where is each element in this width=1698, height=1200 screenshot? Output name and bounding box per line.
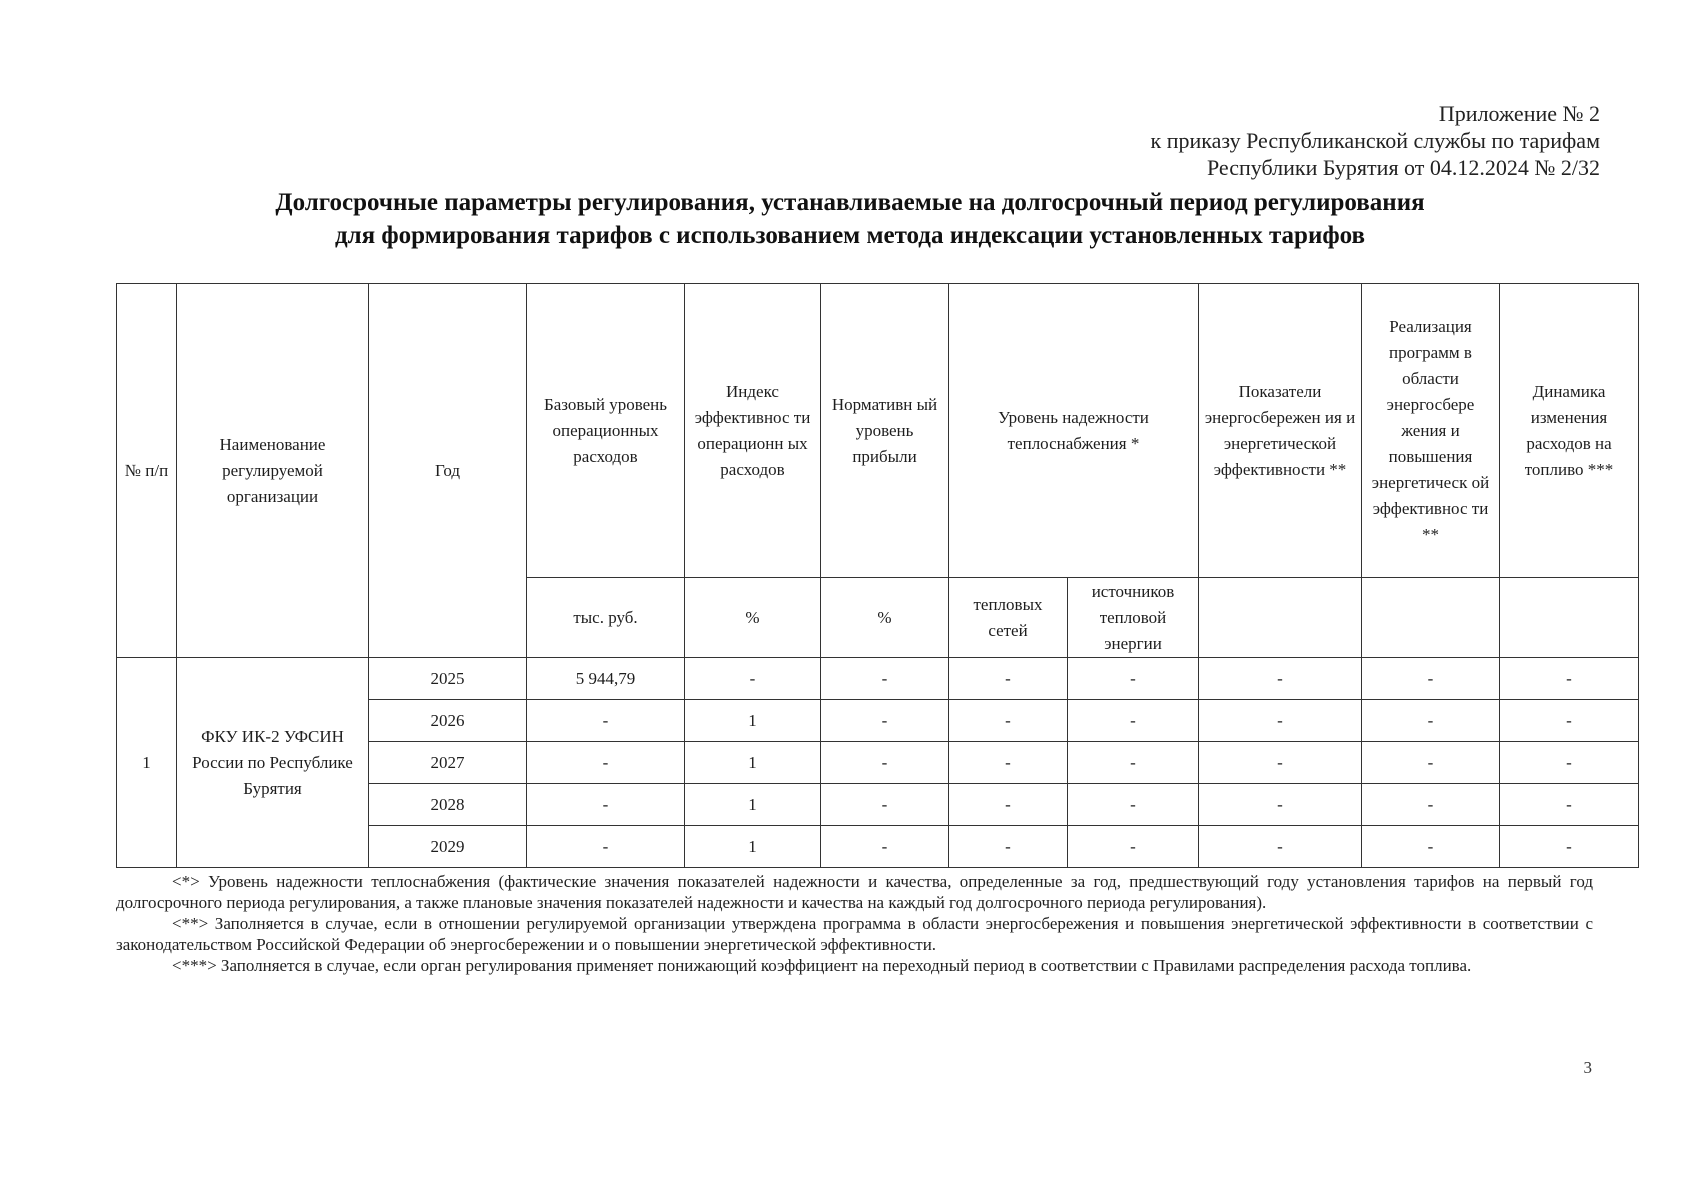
unit-fuel-empty xyxy=(1500,578,1639,658)
cell-energy: - xyxy=(1199,784,1362,826)
cell-fuel: - xyxy=(1500,784,1639,826)
col-header-org: Наименование регулируемой организации xyxy=(177,284,369,658)
cell-base: - xyxy=(527,784,685,826)
cell-programs: - xyxy=(1362,700,1500,742)
col-header-profit: Нормативн ый уровень прибыли xyxy=(821,284,949,578)
title-line-2: для формирования тарифов с использованием метода индексации установленных тарифов xyxy=(334,222,1366,249)
cell-base: - xyxy=(527,742,685,784)
page-number: 3 xyxy=(1583,1058,1592,1077)
cell-fuel: - xyxy=(1500,742,1639,784)
subheader-sources: источников тепловой энергии xyxy=(1068,578,1199,658)
cell-sources: - xyxy=(1068,784,1199,826)
cell-base: - xyxy=(527,700,685,742)
organization-name: ФКУ ИК-2 УФСИН России по Республике Бурятия xyxy=(177,658,369,868)
cell-energy: - xyxy=(1199,742,1362,784)
cell-programs: - xyxy=(1362,742,1500,784)
cell-profit: - xyxy=(821,826,949,868)
unit-base: тыс. руб. xyxy=(527,578,685,658)
cell-index: 1 xyxy=(685,826,821,868)
cell-year: 2027 xyxy=(369,742,527,784)
cell-networks: - xyxy=(949,658,1068,700)
table-row xyxy=(117,658,1639,700)
col-header-fuel: Динамика изменения расходов на топливо *** xyxy=(1500,284,1639,578)
footnote-reliability: <*> Уровень надежности теплоснабжения (фактические значения показателей надежности и качества, определенные за год, предшествующий году установления тарифов на первый год долгосрочного периода регулирования, а также плановые значения показателей надежности и качества на каждый год долгосрочного периода регулирования). xyxy=(116,872,1593,912)
appendix-header xyxy=(1151,100,1600,181)
cell-programs: - xyxy=(1362,826,1500,868)
cell-profit: - xyxy=(821,742,949,784)
cell-year: 2025 xyxy=(369,658,527,700)
document-title xyxy=(150,186,1550,252)
cell-programs: - xyxy=(1362,784,1500,826)
unit-index: % xyxy=(685,578,821,658)
unit-energy-empty xyxy=(1199,578,1362,658)
cell-profit: - xyxy=(821,658,949,700)
cell-energy: - xyxy=(1199,826,1362,868)
cell-energy: - xyxy=(1199,658,1362,700)
footnote-energy-saving: <**> Заполняется в случае, если в отношении регулируемой организации утверждена программа в области энергосбережения и повышения энергетической эффективности в соответствии с законодательством Российской Федерации об энергосбережении и о повышении энергетической эффективности. xyxy=(116,914,1593,954)
col-header-index: Индекс эффективнос ти операционн ых расходов xyxy=(685,284,821,578)
cell-networks: - xyxy=(949,742,1068,784)
cell-fuel: - xyxy=(1500,700,1639,742)
cell-sources: - xyxy=(1068,826,1199,868)
cell-profit: - xyxy=(821,784,949,826)
col-header-base: Базовый уровень операционных расходов xyxy=(527,284,685,578)
appendix-line-3: Республики Бурятия от 04.12.2024 № 2/32 xyxy=(1206,155,1600,180)
title-line-1: Долгосрочные параметры регулирования, устанавливаемые на долгосрочный период регулирования xyxy=(275,189,1425,216)
footnotes xyxy=(116,871,1593,976)
col-header-reliability: Уровень надежности теплоснабжения * xyxy=(949,284,1199,578)
appendix-line-2: к приказу Республиканской службы по тарифам xyxy=(1150,128,1600,153)
cell-fuel: - xyxy=(1500,658,1639,700)
appendix-line-1: Приложение № 2 xyxy=(1438,101,1600,126)
cell-networks: - xyxy=(949,826,1068,868)
col-header-num: № п/п xyxy=(117,284,177,658)
cell-programs: - xyxy=(1362,658,1500,700)
row-number: 1 xyxy=(117,658,177,868)
cell-index: - xyxy=(685,658,821,700)
col-header-year: Год xyxy=(369,284,527,658)
col-header-energy-indicators: Показатели энергосбережен ия и энергетической эффективности ** xyxy=(1199,284,1362,578)
cell-sources: - xyxy=(1068,742,1199,784)
col-header-programs: Реализация программ в области энергосбере жения и повышения энергетическ ой эффективнос ти ** xyxy=(1362,284,1500,578)
unit-profit: % xyxy=(821,578,949,658)
cell-year: 2029 xyxy=(369,826,527,868)
cell-year: 2028 xyxy=(369,784,527,826)
cell-profit: - xyxy=(821,700,949,742)
cell-networks: - xyxy=(949,784,1068,826)
cell-year: 2026 xyxy=(369,700,527,742)
cell-sources: - xyxy=(1068,700,1199,742)
parameters-table xyxy=(116,283,1639,868)
cell-networks: - xyxy=(949,700,1068,742)
subheader-networks: тепловых сетей xyxy=(949,578,1068,658)
footnote-fuel: <***> Заполняется в случае, если орган регулирования применяет понижающий коэффициент на переходный период в соответствии с Правилами распределения расхода топлива. xyxy=(172,956,1472,975)
cell-index: 1 xyxy=(685,700,821,742)
cell-energy: - xyxy=(1199,700,1362,742)
header-row xyxy=(117,284,1639,578)
cell-index: 1 xyxy=(685,742,821,784)
cell-sources: - xyxy=(1068,658,1199,700)
unit-programs-empty xyxy=(1362,578,1500,658)
cell-fuel: - xyxy=(1500,826,1639,868)
cell-base: 5 944,79 xyxy=(527,658,685,700)
cell-index: 1 xyxy=(685,784,821,826)
cell-base: - xyxy=(527,826,685,868)
